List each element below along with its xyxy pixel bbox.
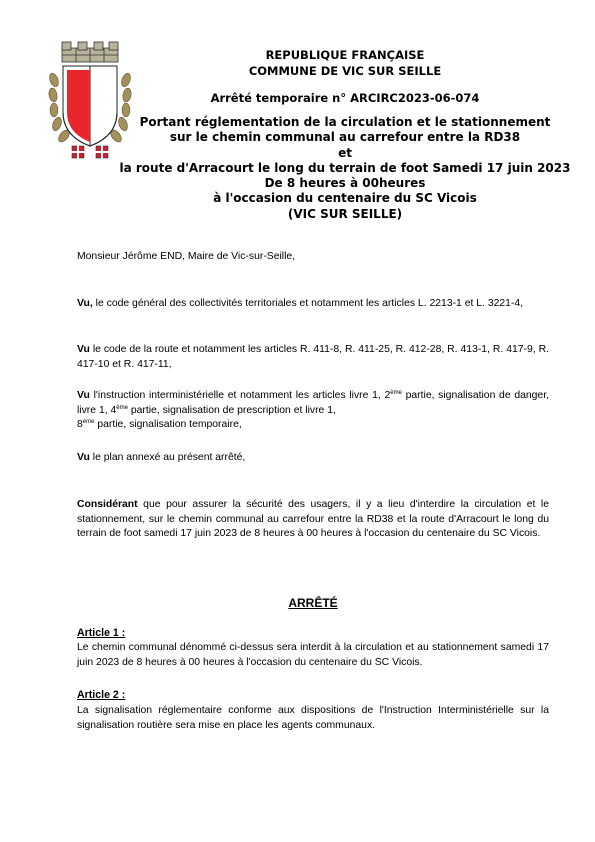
vu-text: partie, signalisation de prescription et livre 1, xyxy=(127,404,336,416)
header-republic xyxy=(80,47,595,79)
vu-label: Vu xyxy=(77,344,90,355)
considerant-label: Considérant xyxy=(77,499,138,510)
subject-line: et xyxy=(338,145,352,160)
vu-paragraph-instruction xyxy=(77,389,549,433)
subject-line: à l'occasion du centenaire du SC Vicois xyxy=(213,191,477,206)
considerant-text: que pour assurer la sécurité des usagers, il y a lieu d'interdire la circulation et le stationnement, sur le chemin communal au carrefour entre la RD38 et la route d'Arracourt le long du terrain de foot samedi 17 juin 2023 de 8 heures à 00 heures à l'occasion du centenaire du SC Vicois. xyxy=(77,499,549,540)
vu-text: l'instruction interministérielle et notamment les articles livre 1, 2 xyxy=(89,390,391,401)
vu-text: le code de la route et notamment les articles R. 411-8, R. 411-25, R. 412-28, R. 413-1, R. 417-9, R. 417-10 et R. 417-11, xyxy=(77,344,549,370)
header-line-republique: REPUBLIQUE FRANÇAISE xyxy=(265,48,425,62)
vu-text: le plan annexé au présent arrêté, xyxy=(89,452,246,463)
subject-line: sur le chemin communal au carrefour entre la RD38 xyxy=(169,130,521,145)
vu-paragraph-code-route xyxy=(77,343,549,372)
arrete-subject xyxy=(80,115,595,222)
considerant-paragraph xyxy=(77,498,549,542)
superscript: ème xyxy=(390,390,402,396)
article-1-title: Article 1 : xyxy=(77,627,126,639)
vu-text: le code général des collectivités territoriales et notamment les articles L. 2213-1 et L. 3221-4, xyxy=(92,298,524,309)
vu-label: Vu, xyxy=(77,298,93,309)
superscript: ème xyxy=(82,419,95,426)
vu-paragraph-plan xyxy=(77,451,549,466)
arrete-reference: Arrêté temporaire n° ARCIRC2023-06-074 xyxy=(210,91,480,105)
superscript: ème xyxy=(116,404,128,411)
header-line-commune: COMMUNE DE VIC SUR SEILLE xyxy=(248,64,442,78)
subject-line: Portant réglementation de la circulation et le stationnement xyxy=(139,115,551,129)
article-2-title: Article 2 : xyxy=(77,689,126,701)
vu-label: Vu xyxy=(77,390,90,401)
arrete-title: ARRÊTÉ xyxy=(288,596,338,610)
mayor-line: Monsieur Jérôme END, Maire de Vic-sur-Seille, xyxy=(77,251,296,262)
vu-label: Vu xyxy=(77,452,90,463)
article-1-text: Le chemin communal dénommé ci-dessus sera interdit à la circulation et au stationnement samedi 17 juin 2023 de 8 heures à 00 heures à l'occasion du centenaire du SC Vicois. xyxy=(77,642,549,668)
subject-line: (VIC SUR SEILLE) xyxy=(287,206,403,221)
vu-text: partie, signalisation temporaire, xyxy=(94,419,242,431)
vu-text: partie, signalisation de danger, livre 1, 4 xyxy=(77,390,549,416)
article-2-text: La signalisation réglementaire conforme aux dispositions de l'Instruction Interministérielle sur la signalisation routière sera mise en place les agents communaux. xyxy=(77,705,549,731)
vu-paragraph-cgct xyxy=(77,297,549,312)
subject-line: la route d'Arracourt le long du terrain de foot Samedi 17 juin 2023 xyxy=(119,160,571,175)
subject-line: De 8 heures à 00heures xyxy=(264,176,426,191)
vu-text: 8 xyxy=(77,419,83,431)
